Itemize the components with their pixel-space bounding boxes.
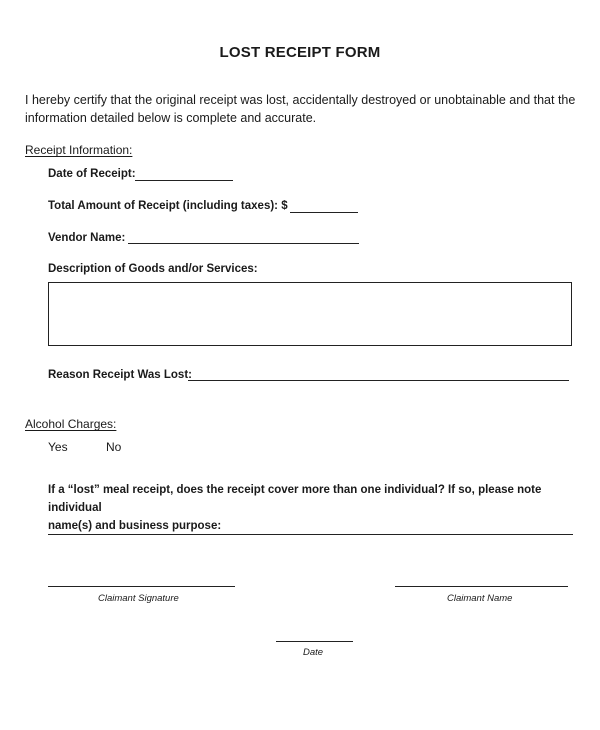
meal-question-line-2: name(s) and business purpose: (48, 520, 222, 532)
date-signed-line[interactable] (276, 641, 353, 642)
certification-line-1: I hereby certify that the original receipt was lost, accidentally destroyed or unobtainable and that the (25, 93, 576, 107)
alcohol-no-option[interactable]: No (106, 440, 122, 454)
reason-lost-field[interactable] (188, 380, 569, 381)
receipt-information-heading: Receipt Information: (25, 143, 133, 157)
claimant-name-line[interactable] (395, 586, 568, 587)
description-box[interactable] (48, 282, 572, 346)
meal-question-line-1: If a “lost” meal receipt, does the receipt cover more than one individual? If so, please note individual (48, 484, 542, 514)
claimant-signature-line[interactable] (48, 586, 235, 587)
reason-lost-label: Reason Receipt Was Lost: (48, 369, 192, 381)
vendor-name-field[interactable] (128, 243, 359, 244)
alcohol-yes-option[interactable]: Yes (48, 440, 68, 454)
alcohol-charges-heading: Alcohol Charges: (25, 417, 117, 431)
individuals-purpose-field[interactable] (48, 534, 573, 535)
total-amount-field[interactable] (290, 212, 358, 213)
certification-line-2: information detailed below is complete and accurate. (25, 111, 317, 125)
meal-receipt-question (48, 481, 588, 535)
description-label: Description of Goods and/or Services: (48, 263, 258, 275)
form-title: LOST RECEIPT FORM (219, 44, 381, 61)
vendor-name-label: Vendor Name: (48, 232, 126, 244)
date-of-receipt-field[interactable] (135, 180, 233, 181)
certification-statement (25, 91, 585, 127)
claimant-signature-caption: Claimant Signature (98, 593, 179, 604)
date-signed-caption: Date (303, 647, 324, 658)
claimant-name-caption: Claimant Name (447, 593, 513, 604)
total-amount-label: Total Amount of Receipt (including taxes): $ (48, 200, 288, 212)
date-of-receipt-label: Date of Receipt: (48, 168, 136, 180)
